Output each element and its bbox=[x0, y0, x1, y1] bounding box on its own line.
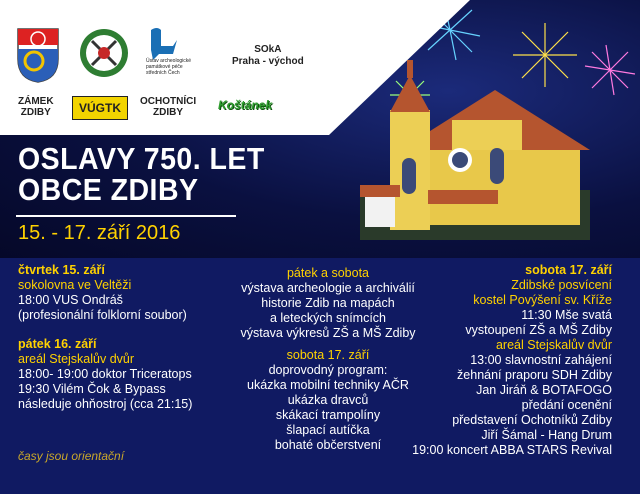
ustav-text-line: středních Čech bbox=[146, 70, 180, 76]
zamek-line: ZDIBY bbox=[20, 107, 51, 118]
fire-brigade-emblem-logo bbox=[80, 26, 128, 80]
title-line-1: OSLAVY 750. LET bbox=[18, 141, 265, 176]
program-item: výstava výkresů ZŠ a MŠ Zdiby bbox=[240, 326, 416, 340]
soka-logo bbox=[232, 44, 304, 68]
venue: areál Stejskalův dvůr bbox=[495, 338, 612, 352]
program-item: 13:00 slavnostní zahájení bbox=[470, 353, 612, 367]
program-item: Jan Jiráň & BOTAFOGO bbox=[476, 383, 612, 397]
title-underline bbox=[16, 215, 236, 217]
program-item: historie Zdib na mapách bbox=[261, 296, 395, 310]
venue: sokolovna ve Veltěži bbox=[18, 278, 132, 292]
ochotnici-line: ZDIBY bbox=[153, 107, 184, 118]
program-item: 18:00 VUS Ondráš bbox=[18, 293, 123, 307]
zamek-zdiby-logo bbox=[18, 96, 54, 118]
section-heading: sobota 17. září bbox=[286, 348, 370, 362]
program-item: výstava archeologie a archiválií bbox=[241, 281, 415, 295]
program-middle-column bbox=[228, 266, 428, 453]
program-item: vystoupení ZŠ a MŠ Zdiby bbox=[465, 323, 612, 337]
program-item: 19:00 koncert ABBA STARS Revival bbox=[412, 443, 612, 457]
ustav-text-line: památkové péče bbox=[146, 64, 183, 70]
zdiby-coat-of-arms-logo bbox=[16, 27, 60, 83]
event-dates: 15. - 17. září 2016 bbox=[18, 222, 181, 244]
venue: Zdibské posvícení bbox=[511, 278, 612, 292]
program-item: Jiří Šámal - Hang Drum bbox=[481, 428, 612, 442]
program-item: žehnání praporu SDH Zdiby bbox=[457, 368, 612, 382]
program-item: doprovodný program: bbox=[268, 363, 388, 377]
program-left-column bbox=[18, 263, 192, 412]
program-item: představení Ochotníků Zdiby bbox=[452, 413, 612, 427]
zamek-line: ZÁMEK bbox=[18, 96, 54, 107]
ustav-text bbox=[146, 58, 226, 76]
spacer bbox=[228, 341, 428, 348]
section-heading: pátek a sobota bbox=[286, 266, 369, 280]
venue: kostel Povýšení sv. Kříže bbox=[473, 293, 612, 307]
program-item: předání ocenění bbox=[521, 398, 612, 412]
soka-line: SOkA bbox=[254, 44, 282, 55]
kostonek-logo: Koštánek bbox=[218, 98, 273, 112]
program-item: ukázka mobilní techniky AČR bbox=[247, 378, 409, 392]
program-item: 19:30 Vilém Čok & Bypass bbox=[18, 382, 166, 396]
day-heading: čtvrtek 15. září bbox=[18, 263, 105, 277]
program-item: skákací trampolíny bbox=[275, 408, 381, 422]
day-heading: pátek 16. září bbox=[18, 337, 97, 351]
program-item: 11:30 Mše svatá bbox=[521, 308, 612, 322]
title-line-2: OBCE ZDIBY bbox=[18, 172, 199, 207]
venue: areál Stejskalův dvůr bbox=[18, 352, 135, 366]
program-item: a leteckých snímcích bbox=[269, 311, 386, 325]
program-item: (profesionální folklorní soubor) bbox=[18, 308, 187, 322]
program-right-column bbox=[404, 263, 612, 458]
vugtk-logo: VÚGTK bbox=[72, 96, 128, 120]
program-item: následuje ohňostroj (cca 21:15) bbox=[18, 397, 193, 411]
ustav-text-line: Ústav archeologické bbox=[146, 58, 192, 64]
program-item: ukázka dravců bbox=[287, 393, 369, 407]
ochotnici-zdiby-logo bbox=[140, 96, 196, 118]
church-illustration bbox=[360, 50, 590, 240]
program-item: bohaté občerstvení bbox=[274, 438, 382, 452]
ochotnici-line: OCHOTNÍCI bbox=[140, 96, 197, 107]
poster-title bbox=[18, 143, 265, 205]
program-item: šlapací autíčka bbox=[286, 423, 370, 437]
times-disclaimer: časy jsou orientační bbox=[18, 449, 125, 463]
spacer bbox=[18, 323, 192, 337]
program-item: 18:00- 19:00 doktor Triceratops bbox=[18, 367, 192, 381]
day-heading: sobota 17. září bbox=[525, 263, 612, 277]
soka-line: Praha - východ bbox=[232, 56, 304, 67]
